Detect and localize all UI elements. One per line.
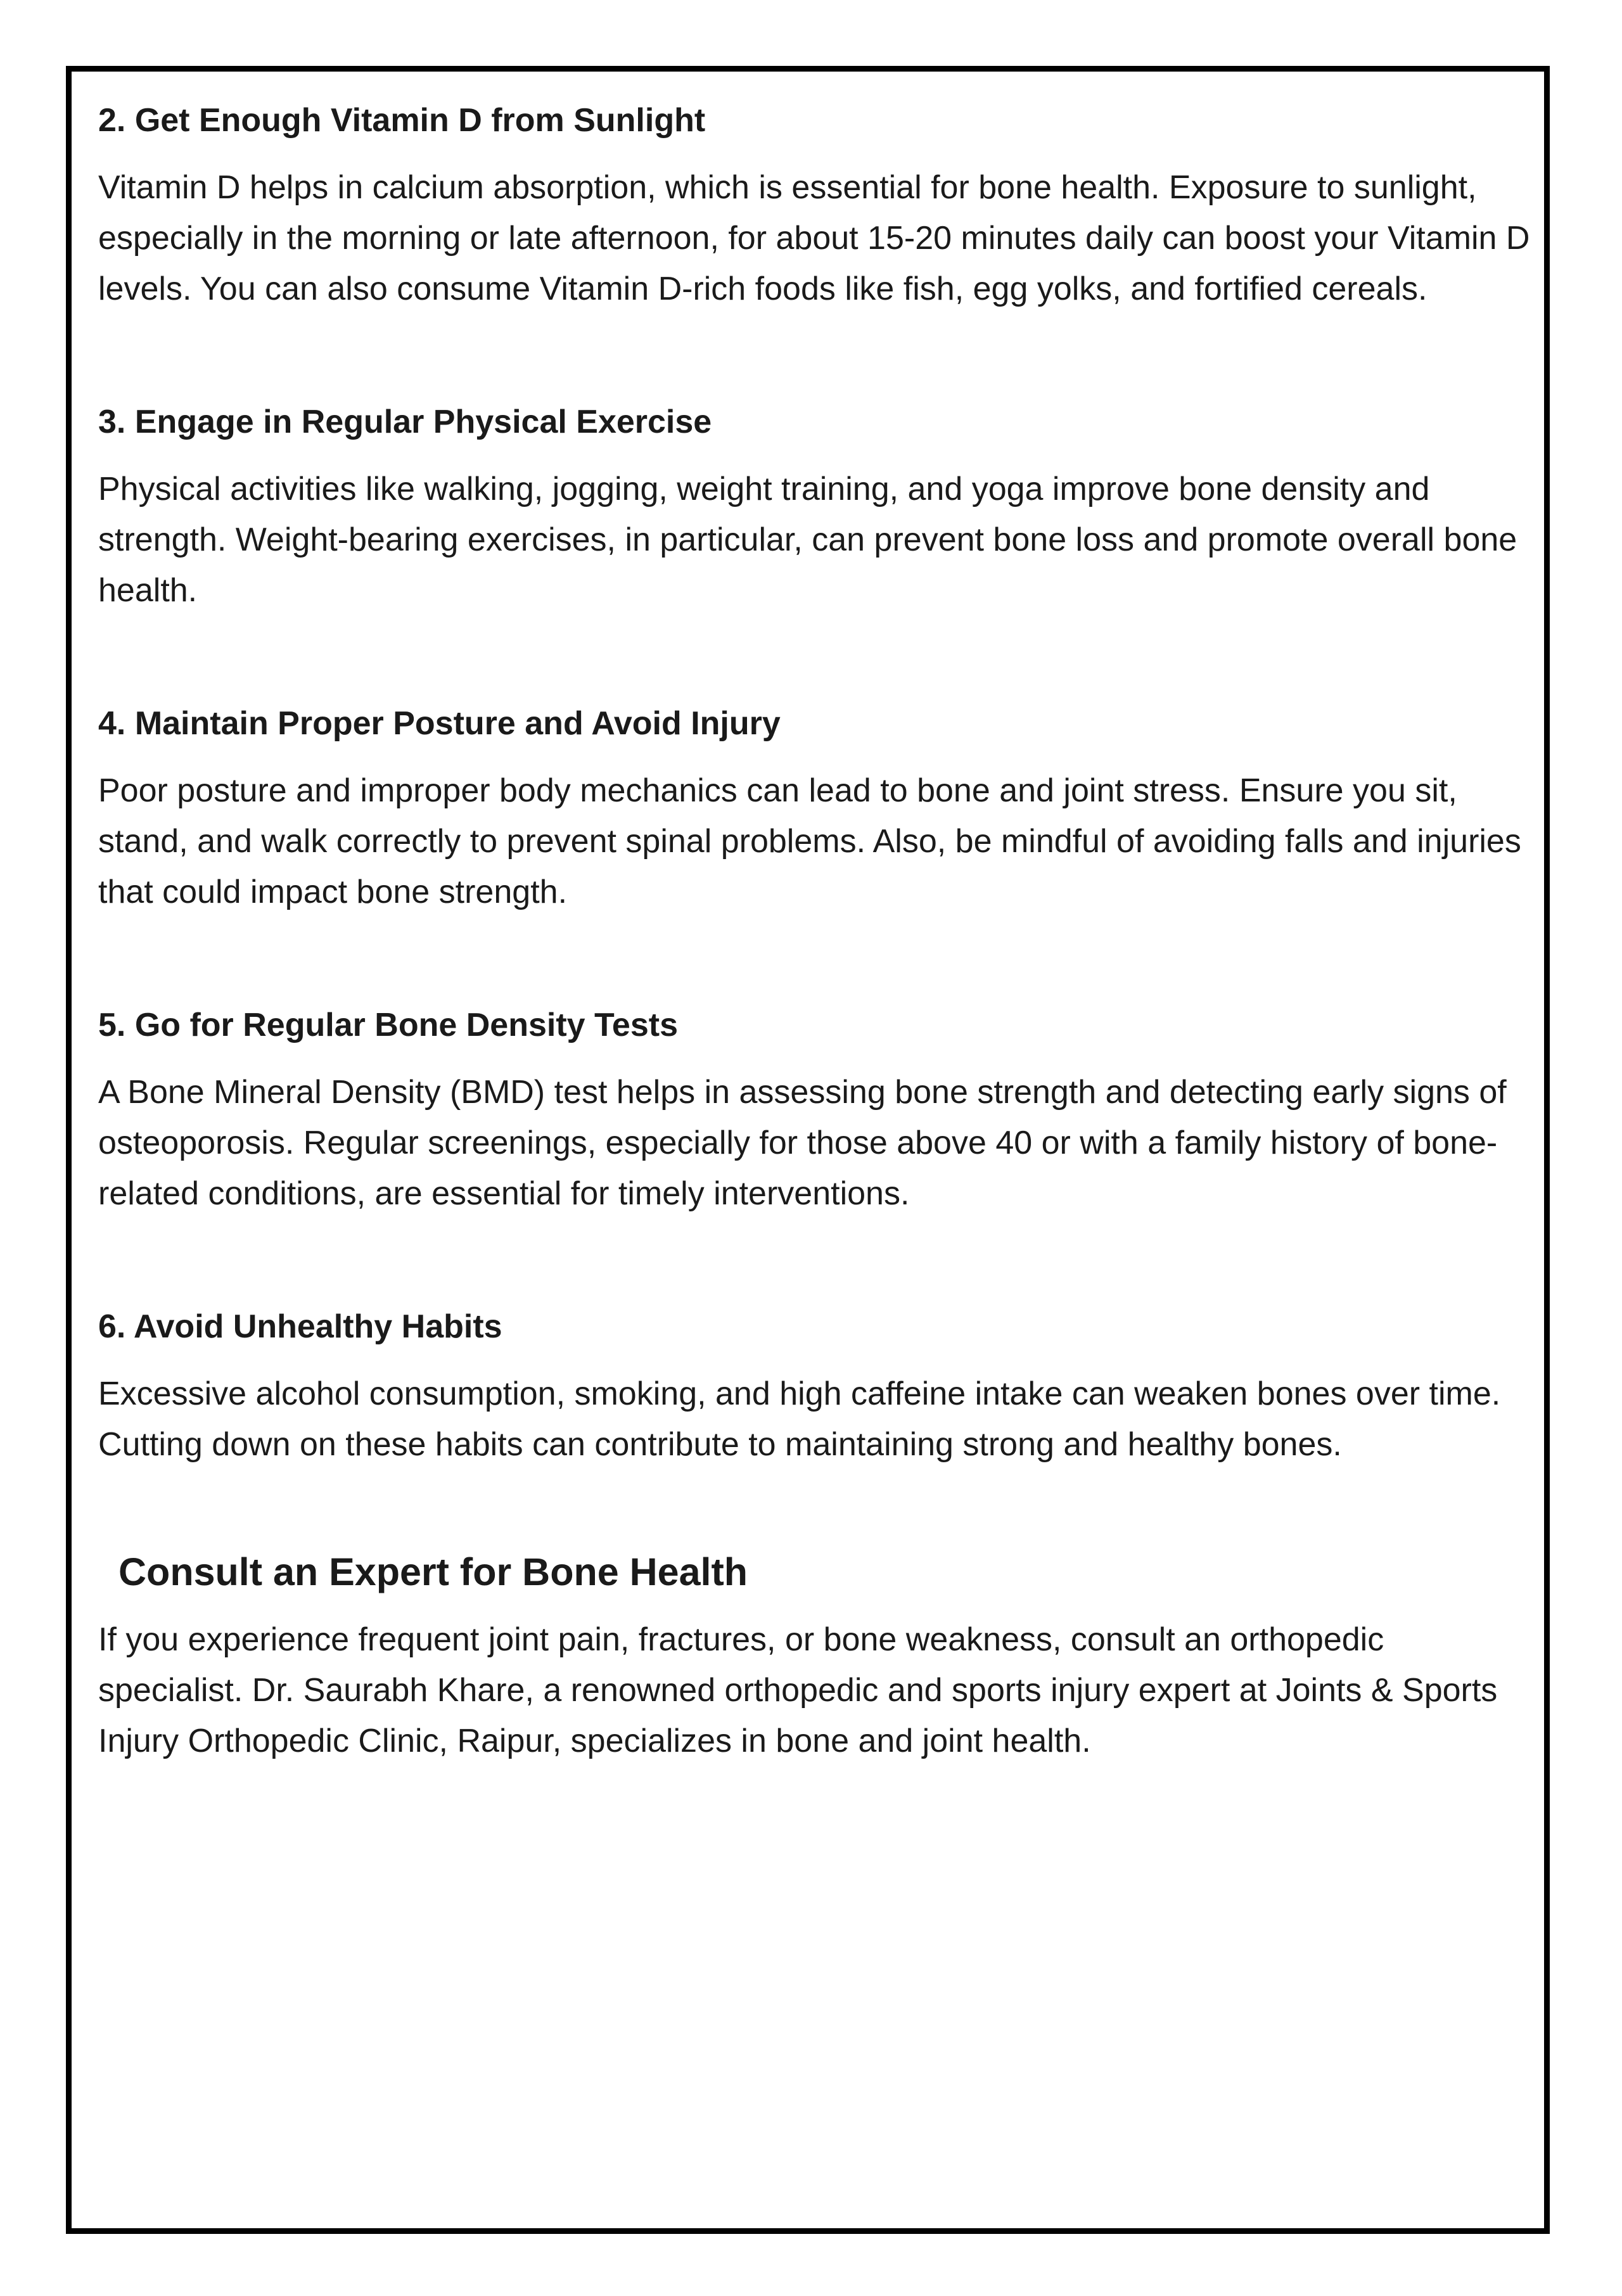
- consult-section: [98, 1543, 1533, 1766]
- section-body: A Bone Mineral Density (BMD) test helps in assessing bone strength and detecting early signs of osteoporosis. Regular screenings, especially for those above 40 or with a family history of bone-related conditions, are essential for timely interventions.: [98, 1074, 1507, 1212]
- section-heading: 4. Maintain Proper Posture and Avoid Injury: [98, 705, 781, 742]
- section-body: Vitamin D helps in calcium absorption, which is essential for bone health. Exposure to sunlight, especially in the morning or late afternoon, for about 15-20 minutes daily can boost your Vitamin D levels. You can also consume Vitamin D-rich foods like fish, egg yolks, and fortified cereals.: [98, 169, 1530, 307]
- section-body: Physical activities like walking, jogging, weight training, and yoga improve bone density and strength. Weight-bearing exercises, in particular, can prevent bone loss and promote overall bone health.: [98, 471, 1517, 609]
- section-heading: 2. Get Enough Vitamin D from Sunlight: [98, 102, 706, 139]
- document-content: [98, 95, 1533, 1766]
- section-heading: 3. Engage in Regular Physical Exercise: [98, 404, 712, 440]
- consult-heading: Consult an Expert for Bone Health: [118, 1550, 748, 1593]
- section-density-tests: [98, 1000, 1533, 1219]
- section-body: Poor posture and improper body mechanics can lead to bone and joint stress. Ensure you sit, stand, and walk correctly to prevent spinal problems. Also, be mindful of avoiding falls and injuries that could impact bone strength.: [98, 772, 1521, 910]
- section-posture: [98, 698, 1533, 917]
- section-unhealthy-habits: [98, 1301, 1533, 1470]
- section-heading: 5. Go for Regular Bone Density Tests: [98, 1007, 679, 1043]
- section-vitamin-d: [98, 95, 1533, 314]
- section-body: Excessive alcohol consumption, smoking, and high caffeine intake can weaken bones over time. Cutting down on these habits can contribute to maintaining strong and healthy bones.: [98, 1375, 1501, 1463]
- section-exercise: [98, 397, 1533, 616]
- consult-body: If you experience frequent joint pain, fractures, or bone weakness, consult an orthopedic specialist. Dr. Saurabh Khare, a renowned orthopedic and sports injury expert at Joints & Sports Injury Orthopedic Clinic, Raipur, specializes in bone and joint health.: [98, 1621, 1498, 1759]
- section-heading: 6. Avoid Unhealthy Habits: [98, 1308, 502, 1345]
